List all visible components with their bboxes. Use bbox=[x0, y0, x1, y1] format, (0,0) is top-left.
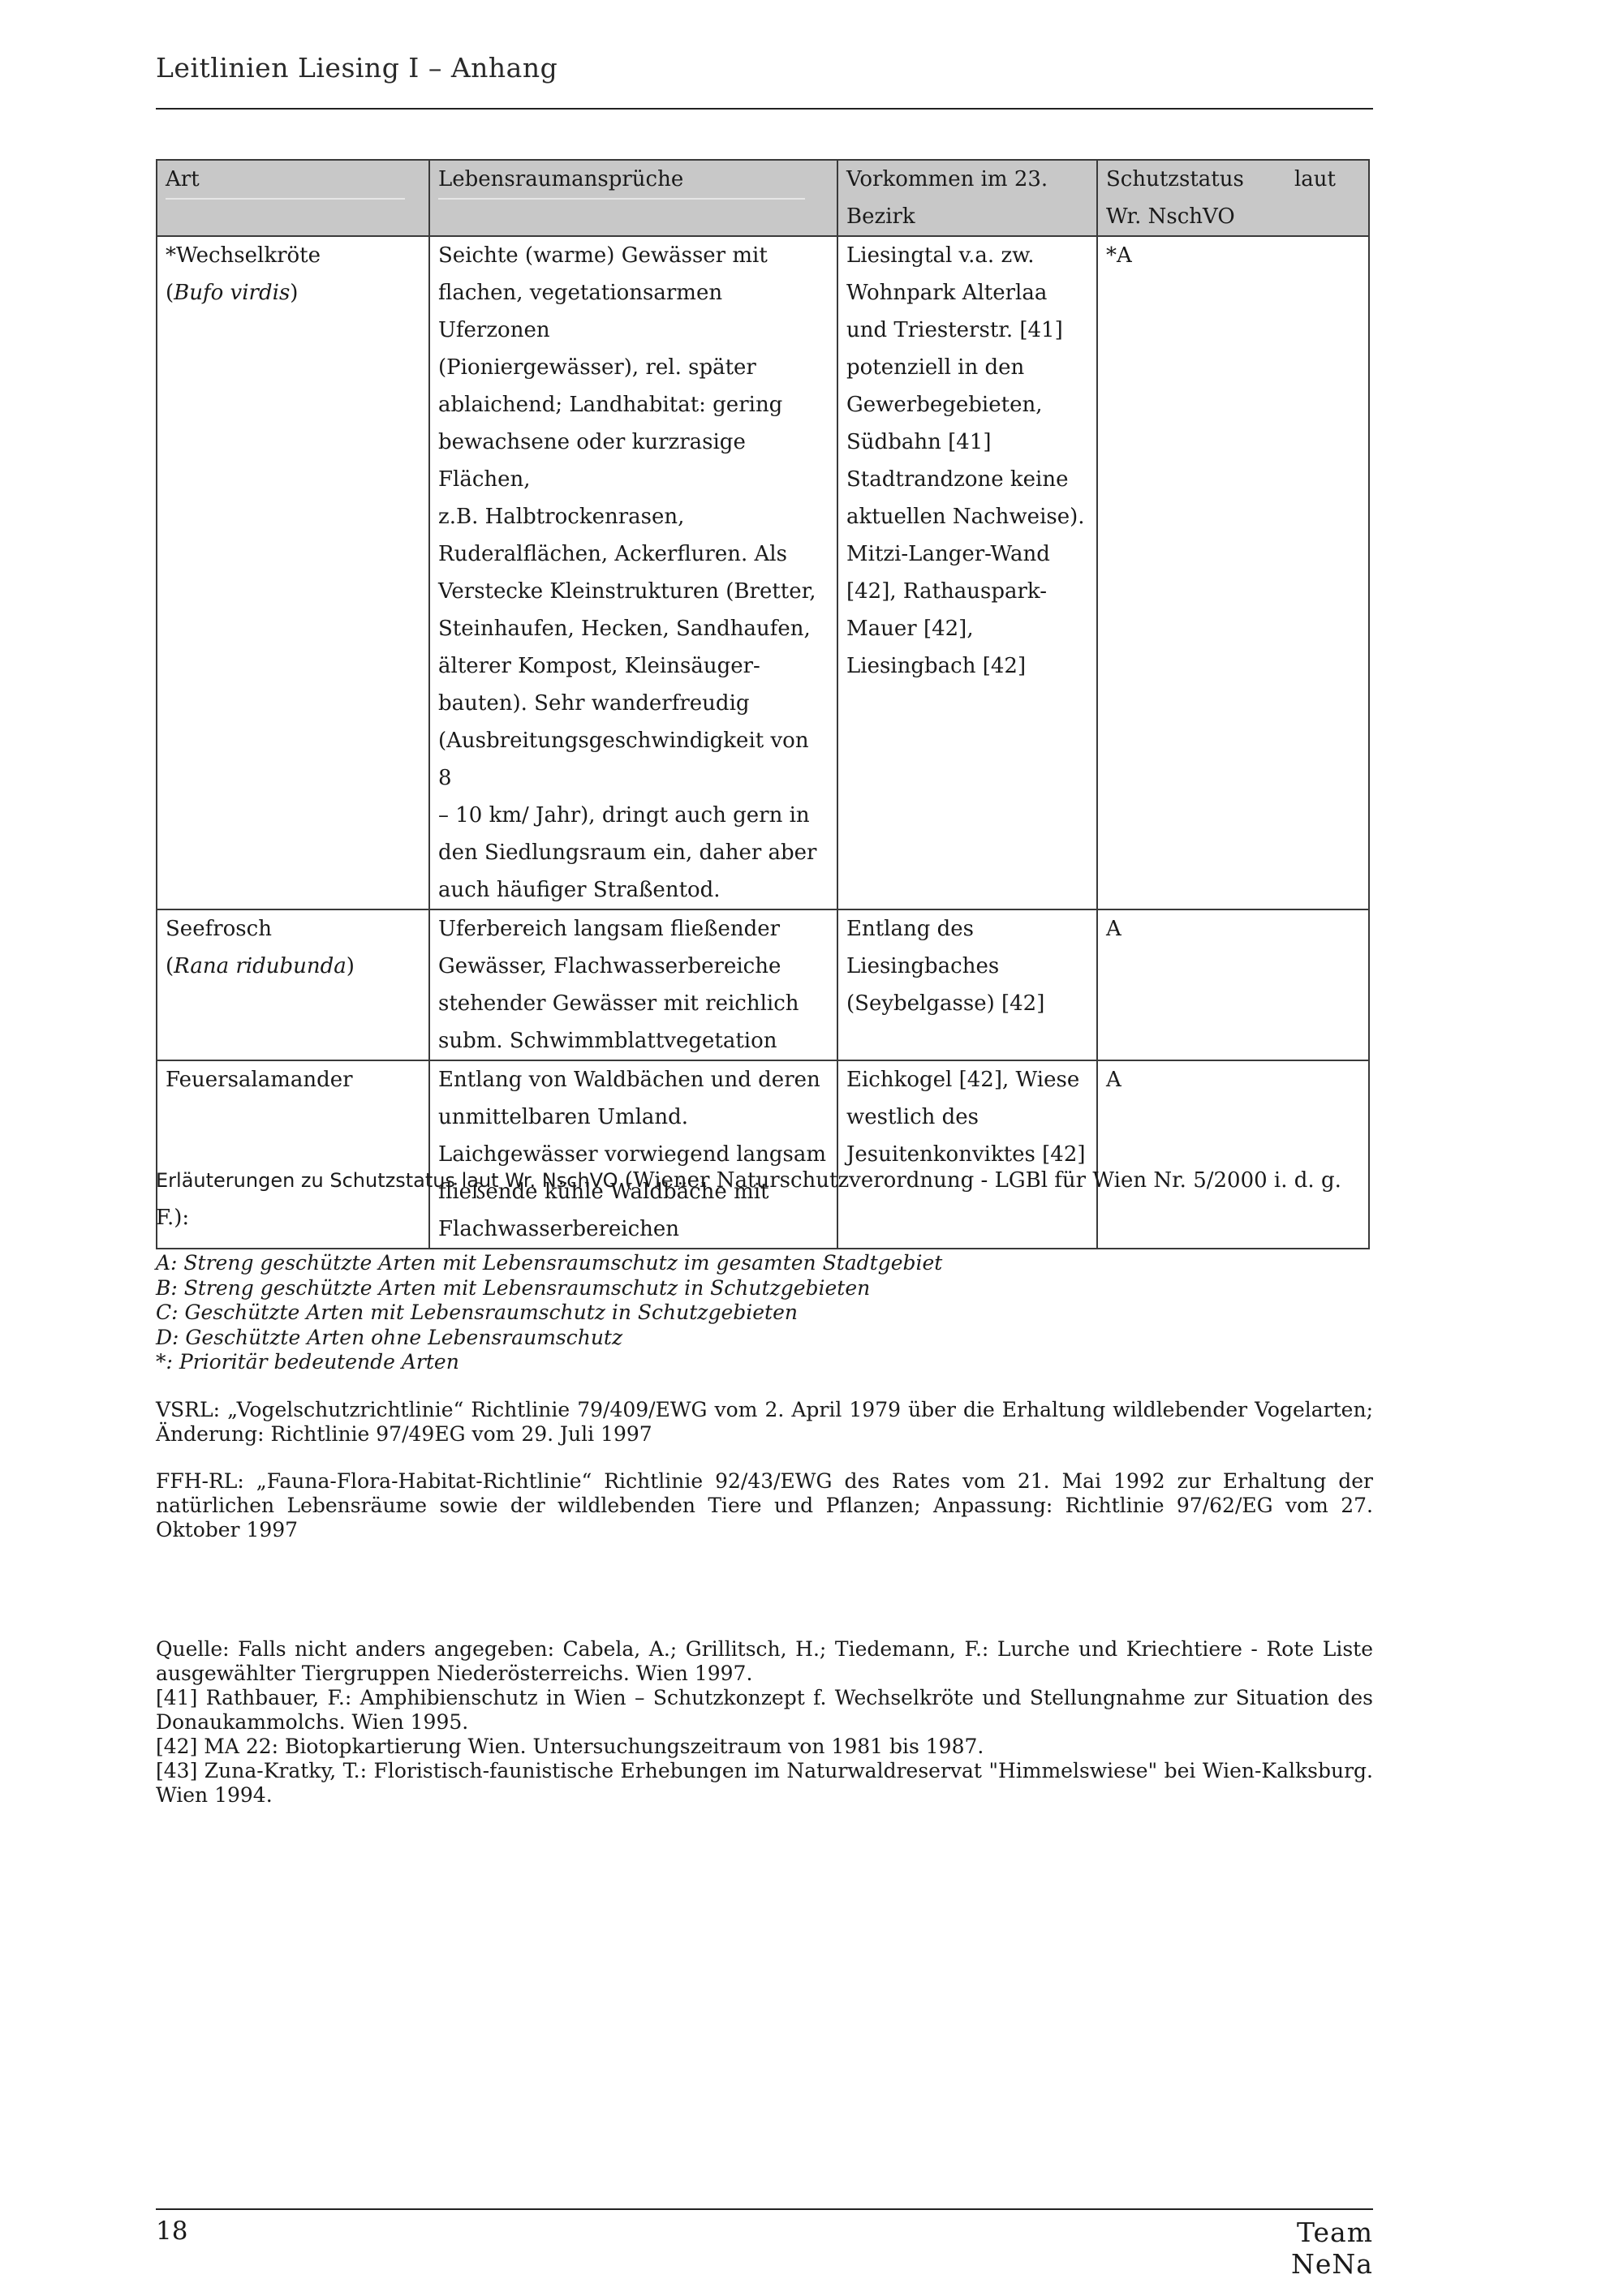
legend-item: A: Streng geschützte Arten mit Lebensraumschutz im gesamten Stadtgebiet bbox=[156, 1251, 943, 1275]
table-row bbox=[157, 236, 1369, 909]
explanation-subtitle: (Wiener Naturschutzverordnung - LGBl für Wien Nr. 5/2000 i. d. g. bbox=[618, 1168, 1341, 1193]
source-entry: [42] MA 22: Biotopkartierung Wien. Untersuchungszeitraum von 1981 bis 1987. bbox=[156, 1735, 984, 1758]
species-name: *Wechselkröte bbox=[166, 243, 321, 268]
header-divider bbox=[156, 108, 1373, 110]
vsrl-paragraph: VSRL: „Vogelschutzrichtlinie“ Richtlinie 79/409/EWG vom 2. April 1979 über die Erhaltung wildlebender Vogelarten; Änderung: Richtlinie 97/49EG vom 29. Juli 1997 bbox=[156, 1397, 1373, 1446]
art-cell bbox=[157, 909, 429, 1060]
species-table bbox=[156, 159, 1370, 1249]
schutzstatus-cell: A bbox=[1097, 1060, 1369, 1249]
legend-item: D: Geschützte Arten ohne Lebensraumschutz bbox=[156, 1325, 623, 1349]
vorkommen-cell: Eichkogel [42], Wiese westlich des Jesuitenkonviktes [42] bbox=[837, 1060, 1097, 1249]
header-art: Art bbox=[157, 160, 429, 236]
legend-item: *: Prioritär bedeutende Arten bbox=[156, 1350, 459, 1374]
species-name: Feuersalamander bbox=[166, 1068, 353, 1092]
schutzstatus-cell: *A bbox=[1097, 236, 1369, 909]
footer-team: Team NeNa bbox=[1291, 2216, 1373, 2280]
source-entry: Quelle: Falls nicht anders angegeben: Cabela, A.; Grillitsch, H.; Tiedemann, F.: Lurche und Kriechtiere - Rote Liste ausgewählter Tiergruppen Niederösterreichs. Wien 1997. bbox=[156, 1637, 1373, 1685]
header-vorkommen: Vorkommen im 23. Bezirk bbox=[837, 160, 1097, 236]
art-cell bbox=[157, 236, 429, 909]
lebensraum-cell: Uferbereich langsam fließender Gewässer, Flachwasserbereiche stehender Gewässer mit reichlich subm. Schwimmblattvegetation bbox=[429, 909, 837, 1060]
legend-item: C: Geschützte Arten mit Lebensraumschutz in Schutzgebieten bbox=[156, 1301, 799, 1324]
species-scientific-name: (Rana ridubunda) bbox=[166, 954, 355, 978]
lebensraum-cell: Seichte (warme) Gewässer mit flachen, vegetationsarmen Uferzonen (Pioniergewässer), rel. später ablaichend; Landhabitat: gering bewachsene oder kurzrasige Flächen, z.B. Halbtrockenrasen, Ruderalflächen, Ackerfluren. Als Verstecke Kleinstrukturen (Bretter, Steinhaufen, Hecken, Sandhaufen, älterer Kompost, Kleinsäuger- bauten). Sehr wanderfreudig (Ausbreitungsgeschwindigkeit von 8 – 10 km/ Jahr), dringt auch gern in den Siedlungsraum ein, daher aber auch häufiger Straßentod. bbox=[429, 236, 837, 909]
legend-item: B: Streng geschützte Arten mit Lebensraumschutz in Schutzgebieten bbox=[156, 1275, 871, 1300]
table-row bbox=[157, 909, 1369, 1060]
page-number: 18 bbox=[156, 2216, 188, 2246]
vorkommen-cell: Liesingtal v.a. zw. Wohnpark Alterlaa und Triesterstr. [41] potenziell in den Gewerbegebieten, Südbahn [41] Stadtrandzone keine aktuellen Nachweise). Mitzi-Langer-Wand [42], Rathauspark- Mauer [42], Liesingbach [42] bbox=[837, 236, 1097, 909]
header-schutzstatus: Schutzstatus laut Wr. NschVO bbox=[1097, 160, 1369, 236]
running-header: Leitlinien Liesing I – Anhang bbox=[156, 52, 558, 84]
status-legend bbox=[156, 1251, 1373, 1375]
explanation-heading-line bbox=[156, 1162, 1373, 1199]
header-lebensraum: Lebensraumansprüche bbox=[429, 160, 837, 236]
vorkommen-cell: Entlang des Liesingbaches (Seybelgasse) [42] bbox=[837, 909, 1097, 1060]
source-entry: [41] Rathbauer, F.: Amphibienschutz in Wien – Schutzkonzept f. Wechselkröte und Stellungnahme zur Situation des Donaukammolchs. Wien 1995. bbox=[156, 1686, 1373, 1734]
explanation-subtitle-cont: F.): bbox=[156, 1206, 190, 1230]
species-name: Seefrosch bbox=[166, 917, 272, 941]
explanations-section bbox=[156, 1162, 1373, 1542]
source-entry: [43] Zuna-Kratky, T.: Floristisch-faunistische Erhebungen im Naturwaldreservat "Himmelswiese" bei Wien-Kalksburg. Wien 1994. bbox=[156, 1759, 1373, 1807]
sources-section bbox=[156, 1637, 1373, 1808]
lebensraum-cell: Entlang von Waldbächen und deren unmittelbaren Umland. Laichgewässer vorwiegend langsam fließende kühle Waldbäche mit Flachwasserbereichen bbox=[429, 1060, 837, 1249]
explanation-title: Erläuterungen zu Schutzstatus laut Wr. NschVO bbox=[156, 1169, 618, 1192]
footer-divider bbox=[156, 2208, 1373, 2210]
species-scientific-name: (Bufo virdis) bbox=[166, 281, 299, 305]
ffh-paragraph: FFH-RL: „Fauna-Flora-Habitat-Richtlinie“ Richtlinie 92/43/EWG des Rates vom 21. Mai 1992 zur Erhaltung der natürlichen Lebensräume sowie der wildlebenden Tiere und Pflanzen; Anpassung: Richtlinie 97/62/EG vom 27. Oktober 1997 bbox=[156, 1468, 1373, 1541]
schutzstatus-cell: A bbox=[1097, 909, 1369, 1060]
table-header-row bbox=[157, 160, 1369, 236]
